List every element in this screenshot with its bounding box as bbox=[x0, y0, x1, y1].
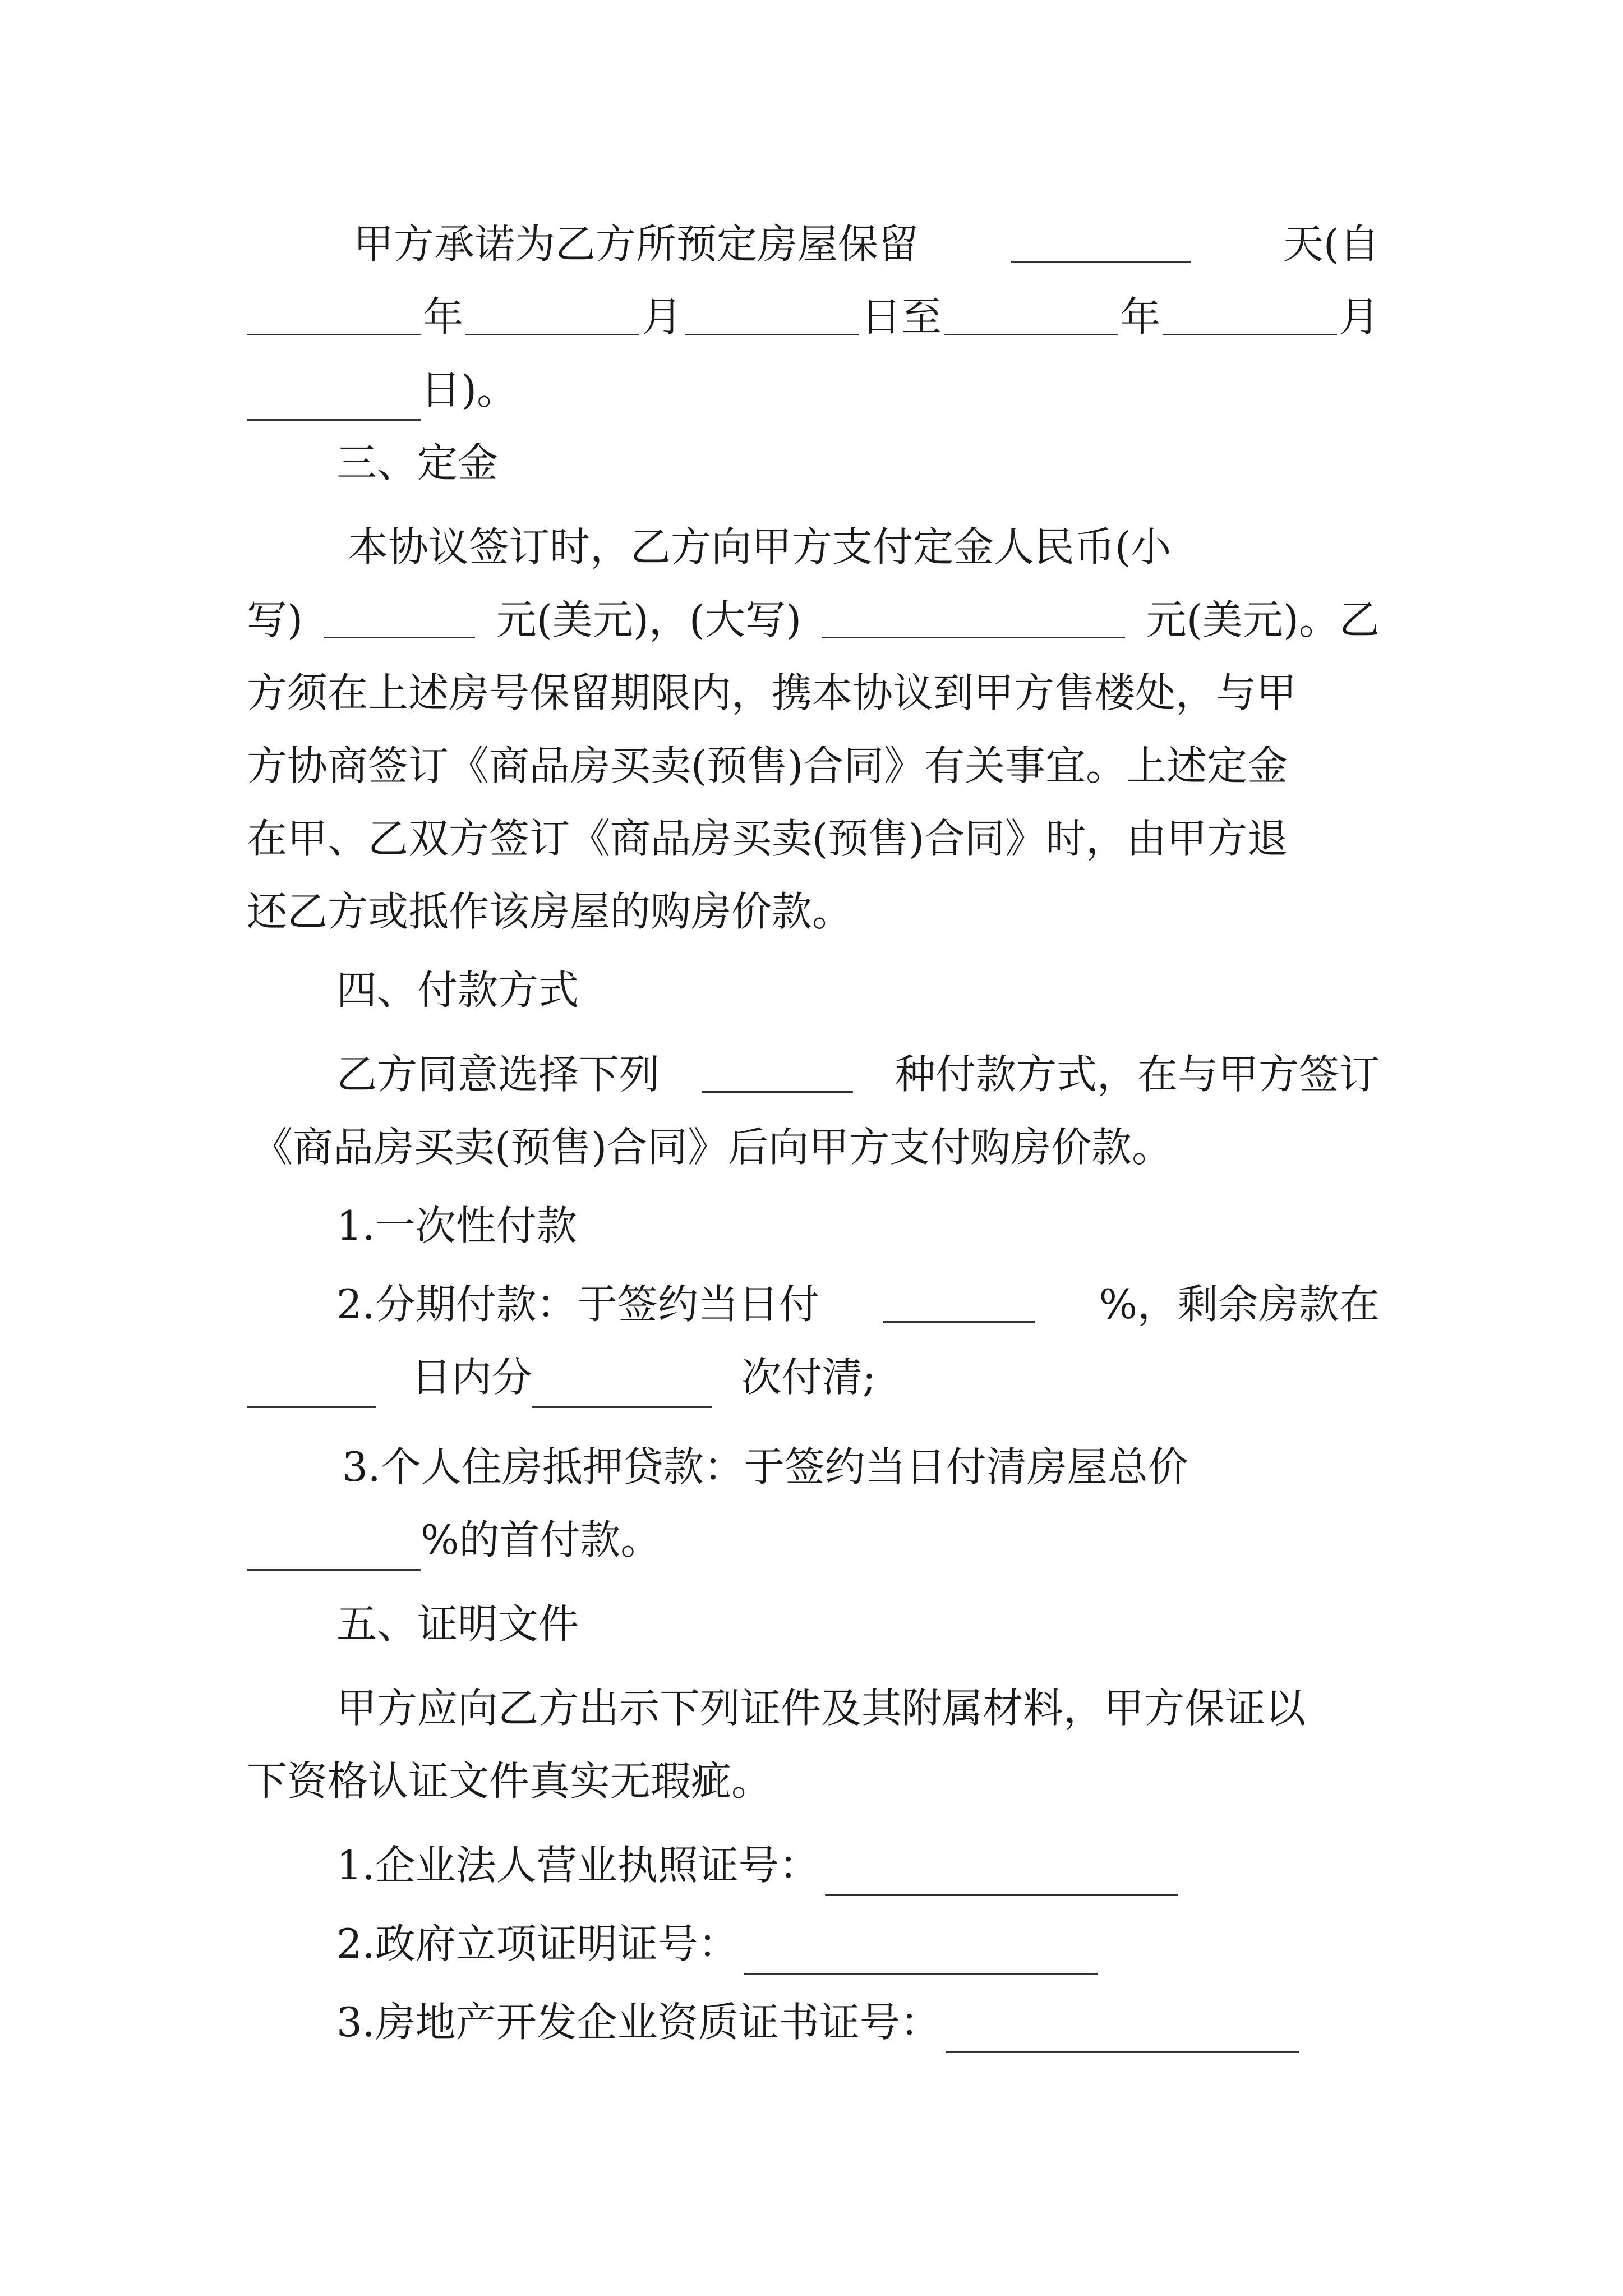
clause4-item3-line1 bbox=[342, 1436, 1380, 1498]
clause4-item2-line1 bbox=[336, 1273, 1380, 1335]
clause4-heading: 四、付款方式 bbox=[336, 967, 579, 1014]
clause4-line1 bbox=[336, 1043, 1380, 1105]
clause4-item3-line2 bbox=[247, 1509, 1380, 1571]
clause3-line4 bbox=[247, 735, 1380, 797]
project-approval-number-blank[interactable] bbox=[744, 1938, 1098, 1975]
end-day-blank[interactable] bbox=[247, 384, 421, 421]
clause3-text-e: 方须在上述房号保留期限内，携本协议到甲方售楼处，与甲 bbox=[247, 669, 1297, 716]
clause5-item1-line bbox=[336, 1834, 1380, 1896]
business-license-number-blank[interactable] bbox=[825, 1860, 1178, 1896]
clause2-text-g: 月 bbox=[1339, 293, 1380, 341]
installment-first-percent-blank[interactable] bbox=[883, 1286, 1035, 1323]
clause4-line2: 《商品房买卖(预售)合同》后向甲方支付购房价款。 bbox=[252, 1124, 1173, 1171]
end-month-blank[interactable] bbox=[1163, 299, 1337, 335]
clause3-line6: 还乙方或抵作该房屋的购房价款。 bbox=[247, 888, 853, 935]
clause4-item1: 1.一次性付款 bbox=[336, 1202, 577, 1249]
clause4-text-a: 乙方同意选择下列 bbox=[336, 1051, 660, 1098]
installment-days-blank[interactable] bbox=[247, 1372, 376, 1408]
clause5-line2: 下资格认证文件真实无瑕疵。 bbox=[247, 1757, 772, 1805]
deposit-capital-amount-blank[interactable] bbox=[822, 602, 1125, 638]
reserve-days-blank[interactable] bbox=[1011, 226, 1191, 263]
clause4-text-b: 种付款方式，在与甲方签订 bbox=[895, 1051, 1380, 1098]
clause5-item1-label: 1.企业法人营业执照证号： bbox=[336, 1842, 819, 1889]
clause4-item2-line2 bbox=[247, 1346, 920, 1408]
clause3-heading: 三、定金 bbox=[336, 439, 499, 486]
start-month-blank[interactable] bbox=[465, 299, 639, 335]
end-year-blank[interactable] bbox=[944, 299, 1118, 335]
clause5-item2-line bbox=[336, 1913, 1380, 1975]
clause4-item2-text-a: 2.分期付款：于签约当日付 bbox=[336, 1281, 819, 1328]
clause2-text-c: 年 bbox=[423, 293, 464, 341]
clause3-text-g: 在甲、乙双方签订《商品房买卖(预售)合同》时，由甲方退 bbox=[247, 815, 1288, 862]
start-year-blank[interactable] bbox=[247, 299, 421, 335]
deposit-small-amount-blank[interactable] bbox=[324, 602, 475, 638]
clause3-text-a: 本协议签订时，乙方向甲方支付定金人民币(小 bbox=[348, 523, 1172, 570]
clause2-line2 bbox=[247, 286, 1380, 348]
developer-qualification-number-blank[interactable] bbox=[946, 2017, 1299, 2053]
clause4-item3-text-b: %的首付款。 bbox=[421, 1516, 661, 1563]
clause2-text-a: 甲方承诺为乙方所预定房屋保留 bbox=[353, 220, 919, 268]
clause5-heading: 五、证明文件 bbox=[336, 1600, 579, 1648]
clause2-text-f: 年 bbox=[1120, 293, 1161, 341]
down-payment-percent-blank[interactable] bbox=[247, 1534, 421, 1571]
clause3-line2 bbox=[247, 589, 1380, 651]
clause2-line1 bbox=[353, 213, 1380, 275]
clause4-item2-text-b: %，剩余房款在 bbox=[1099, 1281, 1380, 1328]
clause5-item3-label: 3.房地产开发企业资质证书证号： bbox=[336, 1999, 940, 2046]
clause2-text-h: 日)。 bbox=[421, 366, 518, 413]
clause3-text-f: 方协商签订《商品房买卖(预售)合同》有关事宜。上述定金 bbox=[247, 742, 1288, 789]
clause5-item3-line bbox=[336, 1991, 1380, 2053]
clause3-text-d: 元(美元)。乙 bbox=[1146, 596, 1380, 643]
clause2-text-d: 月 bbox=[642, 293, 683, 341]
clause3-text-c: 元(美元)，(大写) bbox=[496, 596, 802, 643]
clause4-item3-text-a: 3.个人住房抵押贷款：于签约当日付清房屋总价 bbox=[342, 1443, 1188, 1490]
clause3-text-b: 写) bbox=[247, 596, 303, 643]
clause5-line1 bbox=[336, 1677, 1380, 1739]
clause2-text-b: 天(自 bbox=[1283, 220, 1380, 268]
clause2-text-e: 日至 bbox=[861, 293, 942, 341]
clause3-line1 bbox=[348, 516, 1380, 578]
start-day-blank[interactable] bbox=[685, 299, 859, 335]
clause4-item2-text-c: 日内分 bbox=[411, 1354, 532, 1401]
installment-times-blank[interactable] bbox=[532, 1372, 712, 1408]
clause2-line3 bbox=[247, 359, 1380, 421]
clause3-line5 bbox=[247, 808, 1380, 869]
clause5-text-a: 甲方应向乙方出示下列证件及其附属材料，甲方保证以 bbox=[336, 1685, 1306, 1732]
clause3-line3 bbox=[247, 662, 1380, 724]
clause5-item2-label: 2.政府立项证明证号： bbox=[336, 1920, 739, 1967]
clause4-item2-text-d: 次付清; bbox=[741, 1354, 877, 1401]
payment-method-choice-blank[interactable] bbox=[702, 1056, 853, 1093]
